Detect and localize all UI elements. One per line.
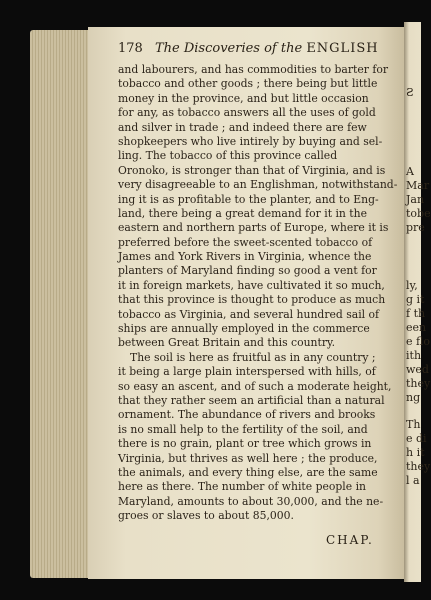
facing-page-fragment: g it <box>406 293 425 306</box>
text-line: for any, as tobacco answers all the uses of gold <box>118 106 376 120</box>
text-line: tobacco and other goods ; there being but little <box>118 77 378 91</box>
page-edges <box>30 30 90 578</box>
text-line: that this province is thought to produce as much <box>118 293 386 307</box>
text-line: Oronoko, is stronger than that of Virginia, and is <box>118 163 386 177</box>
facing-page-fragment: f th <box>406 307 426 320</box>
text-line: ornament. The abundance of rivers and brooks <box>118 408 376 422</box>
facing-page-fragment: they <box>406 377 431 390</box>
facing-page-fragment: ng <box>406 391 421 404</box>
facing-page-fragment: h it <box>406 446 425 459</box>
facing-page-fragment: ith <box>406 349 422 362</box>
text-line: it being a large plain interspersed with hills, of <box>118 365 376 379</box>
text-line: ling. The tobacco of this province called <box>118 149 338 163</box>
text-line: so easy an ascent, and of such a moderate height, <box>118 379 392 393</box>
text-line: very disagreeable to an Englishman, notwithstand- <box>118 178 398 192</box>
facing-page-fragment: they <box>406 460 431 473</box>
running-title-caps: ENGLISH <box>306 41 379 56</box>
page-number: 178 <box>118 41 143 56</box>
facing-page-fragment: l a <box>406 474 420 487</box>
text-line: tobacco as Virginia, and several hundred sail of <box>118 307 380 321</box>
text-line: eastern and northern parts of Europe, where it is <box>118 221 389 235</box>
facing-page-fragment: wed <box>406 363 429 376</box>
facing-page-fragment: e flo <box>406 335 430 348</box>
running-header <box>118 41 408 57</box>
text-line: Virginia, but thrives as well here ; the produce, <box>118 451 378 465</box>
text-line: that they rather seem an artificial than a natural <box>118 393 385 407</box>
text-line: ships are annually employed in the commerce <box>118 322 370 336</box>
book <box>26 22 431 582</box>
text-line: here as there. The number of white people in <box>118 480 366 494</box>
text-line: money in the province, and but little occasion <box>118 91 369 105</box>
facing-page-fragment: Th <box>406 418 421 431</box>
text-line: shopkeepers who live intirely by buying and sel- <box>118 134 383 148</box>
text-line: land, there being a great demand for it in the <box>118 206 367 220</box>
facing-page-fragment: e di <box>406 432 427 445</box>
catchword: CHAP. <box>326 533 374 547</box>
text-line: is no small help to the fertility of the soil, and <box>118 422 368 436</box>
text-line: the animals, and every thing else, are the same <box>118 465 378 479</box>
text-line: and labourers, and has commodities to barter for <box>118 63 389 76</box>
text-line: Maryland, amounts to about 30,000, and the ne- <box>118 494 384 508</box>
text-line: ing it is as profitable to the planter, and to Eng- <box>118 192 379 206</box>
running-title: The Discoveries of the <box>154 41 303 56</box>
facing-page-fragment: Mar <box>406 179 430 192</box>
text-line: and silver in trade ; and indeed there are few <box>118 120 367 134</box>
text-line: planters of Maryland finding so good a vent for <box>118 264 377 278</box>
facing-page-edge <box>404 22 431 582</box>
facing-page-fragment: A <box>406 165 414 178</box>
facing-page-fragment: tobe <box>406 207 431 220</box>
text-line: James and York Rivers in Virginia, whence the <box>118 250 372 264</box>
facing-page-fragment: Jan <box>406 193 425 206</box>
text-line: preferred before the sweet-scented tobacco of <box>118 235 373 249</box>
text-line: there is no grain, plant or tree which grows in <box>118 437 372 451</box>
text-line: between Great Britain and this country. <box>118 336 336 350</box>
facing-page-fragment: een <box>406 321 427 334</box>
text-line: groes or slaves to about 85,000. <box>118 509 294 523</box>
text-line: it in foreign markets, have cultivated it so much, <box>118 278 385 292</box>
facing-page-fragment: pre <box>406 221 425 234</box>
left-page <box>88 27 404 579</box>
facing-page-fragment: Ƨ <box>406 86 414 99</box>
body-text <box>118 63 404 524</box>
text-line: The soil is here as fruitful as in any country ; <box>130 350 376 364</box>
facing-page-fragment: ly, <box>406 279 418 292</box>
